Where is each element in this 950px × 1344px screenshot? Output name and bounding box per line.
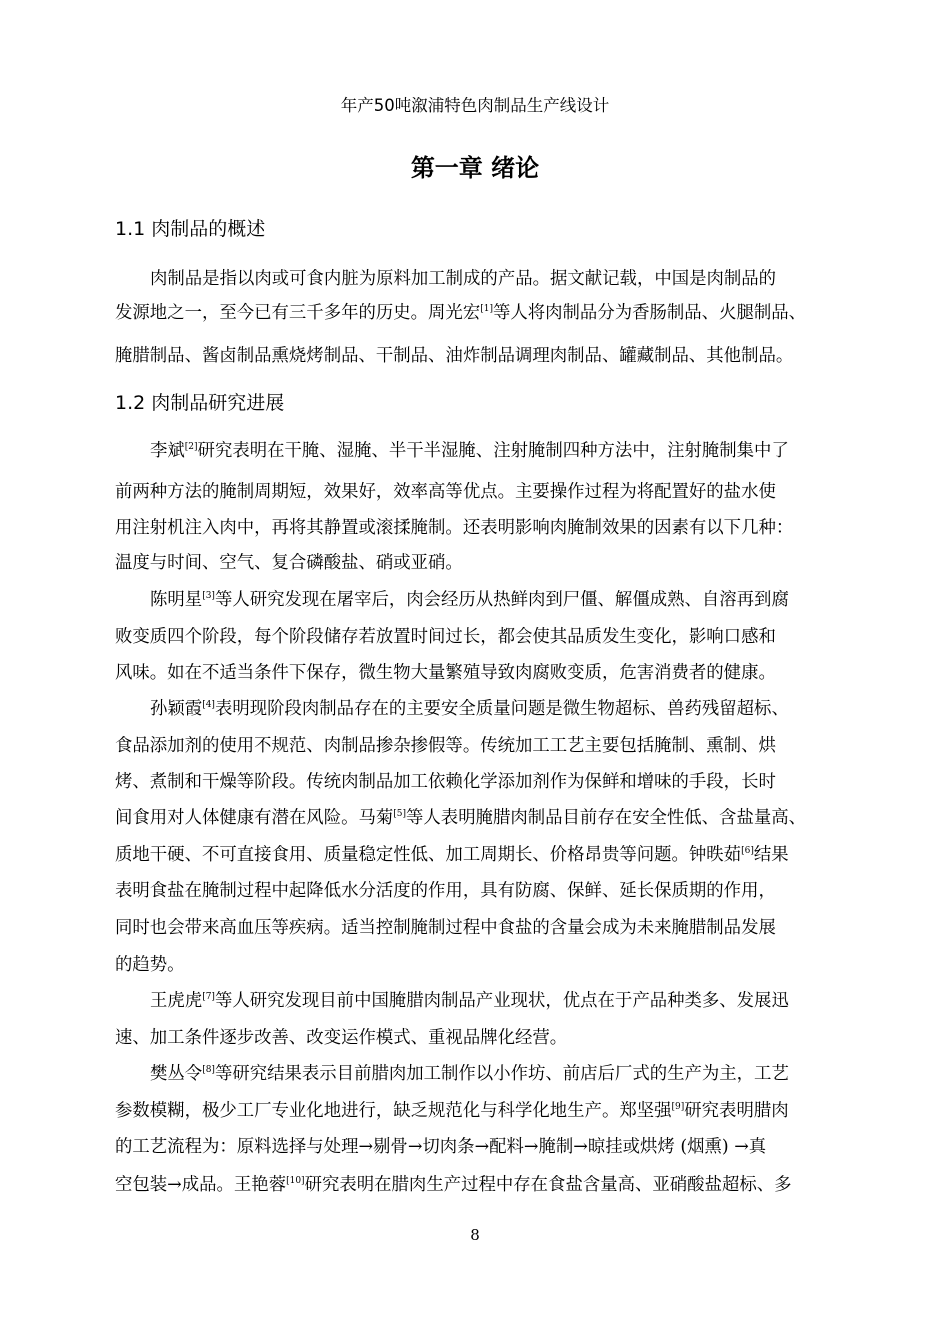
paragraph-line: 败变质四个阶段，每个阶段储存若放置时间过长，都会使其品质发生变化，影响口感和 <box>115 627 776 647</box>
paragraph-line: 烤、煮制和干燥等阶段。传统肉制品加工依赖化学添加剂作为保鲜和增味的手段，长时 <box>115 772 776 792</box>
text-run: 研究表明在腊肉生产过程中存在食盐含量高、亚硝酸盐超标、多 <box>304 1175 792 1195</box>
citation: [2] <box>184 442 198 452</box>
citation: [4] <box>202 700 215 710</box>
paragraph-line: 速、加工条件逐步改善、改变运作模式、重视品牌化经营。 <box>115 1028 568 1048</box>
running-header: 年产50吨溆浦特色肉制品生产线设计 <box>340 96 610 115</box>
text-run: 表明现阶段肉制品存在的主要安全质量问题是微生物超标、兽药残留超标、 <box>214 699 789 719</box>
text-run: 等人表明腌腊肉制品目前存在安全性低、含盐量高、 <box>406 808 807 828</box>
citation: [8] <box>202 1065 215 1075</box>
paragraph-line: 同时也会带来高血压等疾病。适当控制腌制过程中食盐的含量会成为未来腌腊制品发展 <box>115 918 776 938</box>
text-run: 陈明星 <box>150 590 203 610</box>
text-run: 王虎虎 <box>150 991 203 1011</box>
paragraph-line <box>115 298 806 323</box>
section-heading: 1.2 肉制品研究进展 <box>115 392 285 414</box>
paragraph-line <box>150 986 789 1011</box>
text-run: 空包装→成品。王艳蓉 <box>115 1175 287 1195</box>
section-heading: 1.1 肉制品的概述 <box>115 218 266 240</box>
paragraph-line: 食品添加剂的使用不规范、肉制品掺杂掺假等。传统加工工艺主要包括腌制、熏制、烘 <box>115 736 776 756</box>
citation: [3] <box>202 591 215 601</box>
text-run: 研究表明在干腌、湿腌、半干半湿腌、注射腌制四种方法中，注射腌制集中了 <box>197 441 789 461</box>
text-run: 间食用对人体健康有潜在风险。马菊 <box>115 808 394 828</box>
text-run: 发源地之一，至今已有三千多年的历史。周光宏 <box>115 303 481 323</box>
citation: [1] <box>480 304 493 314</box>
citation: [9] <box>671 1102 685 1112</box>
paragraph-line: 用注射机注入肉中，再将其静置或滚揉腌制。还表明影响肉腌制效果的因素有以下几种： <box>115 518 794 538</box>
text-run: 结果 <box>753 845 789 865</box>
paragraph-line: 的工艺流程为：原料选择与处理→剔骨→切肉条→配料→腌制→晾挂或烘烤 (烟熏) →真 <box>115 1137 767 1157</box>
citation: [6] <box>741 846 754 856</box>
text-run: 等研究结果表示目前腊肉加工制作以小作坊、前店后厂式的生产为主，工艺 <box>214 1064 789 1084</box>
text-run: 等人将肉制品分为香肠制品、火腿制品、 <box>492 303 807 323</box>
text-run: 等人研究发现目前中国腌腊肉制品产业现状，优点在于产品种类多、发展迅 <box>214 991 789 1011</box>
paragraph-line: 肉制品是指以肉或可食内脏为原料加工制成的产品。据文献记载，中国是肉制品的 <box>150 269 777 289</box>
citation: [10] <box>286 1176 305 1186</box>
citation: [7] <box>202 992 215 1002</box>
chapter-title: 第一章 绪论 <box>410 154 540 182</box>
paragraph-line: 腌腊制品、酱卤制品熏烧烤制品、干制品、油炸制品调理肉制品、罐藏制品、其他制品。 <box>115 346 794 366</box>
text-run: 等人研究发现在屠宰后，肉会经历从热鲜肉到尸僵、解僵成熟、自溶再到腐 <box>214 590 789 610</box>
paragraph-line: 前两种方法的腌制周期短，效果好，效率高等优点。主要操作过程为将配置好的盐水使 <box>115 482 776 502</box>
text-run: 研究表明腊肉 <box>684 1101 789 1121</box>
paragraph-line <box>115 803 806 828</box>
paragraph-line: 表明食盐在腌制过程中起降低水分活度的作用，具有防腐、保鲜、延长保质期的作用， <box>115 881 776 901</box>
paragraph-line: 的趋势。 <box>115 955 185 975</box>
paragraph-line <box>150 694 789 719</box>
text-run: 孙颖霞 <box>150 699 203 719</box>
paragraph-line <box>115 1096 789 1121</box>
text-run: 参数模糊，极少工厂专业化地进行，缺乏规范化与科学化地生产。郑坚强 <box>115 1101 672 1121</box>
text-run: 质地干硬、不可直接食用、质量稳定性低、加工周期长、价格昂贵等问题。钟昳茹 <box>115 845 742 865</box>
page-number: 8 <box>470 1226 480 1244</box>
text-run: 樊丛令 <box>150 1064 203 1084</box>
paragraph-line <box>115 840 789 865</box>
paragraph-line <box>150 1059 789 1084</box>
paragraph-line <box>150 585 789 610</box>
paragraph-line <box>150 436 789 461</box>
paragraph-line: 温度与时间、空气、复合磷酸盐、硝或亚硝。 <box>115 553 463 573</box>
paragraph-line: 风味。如在不适当条件下保存，微生物大量繁殖导致肉腐败变质，危害消费者的健康。 <box>115 663 776 683</box>
paragraph-line <box>115 1170 792 1195</box>
citation: [5] <box>393 809 407 819</box>
text-run: 李斌 <box>150 441 185 461</box>
